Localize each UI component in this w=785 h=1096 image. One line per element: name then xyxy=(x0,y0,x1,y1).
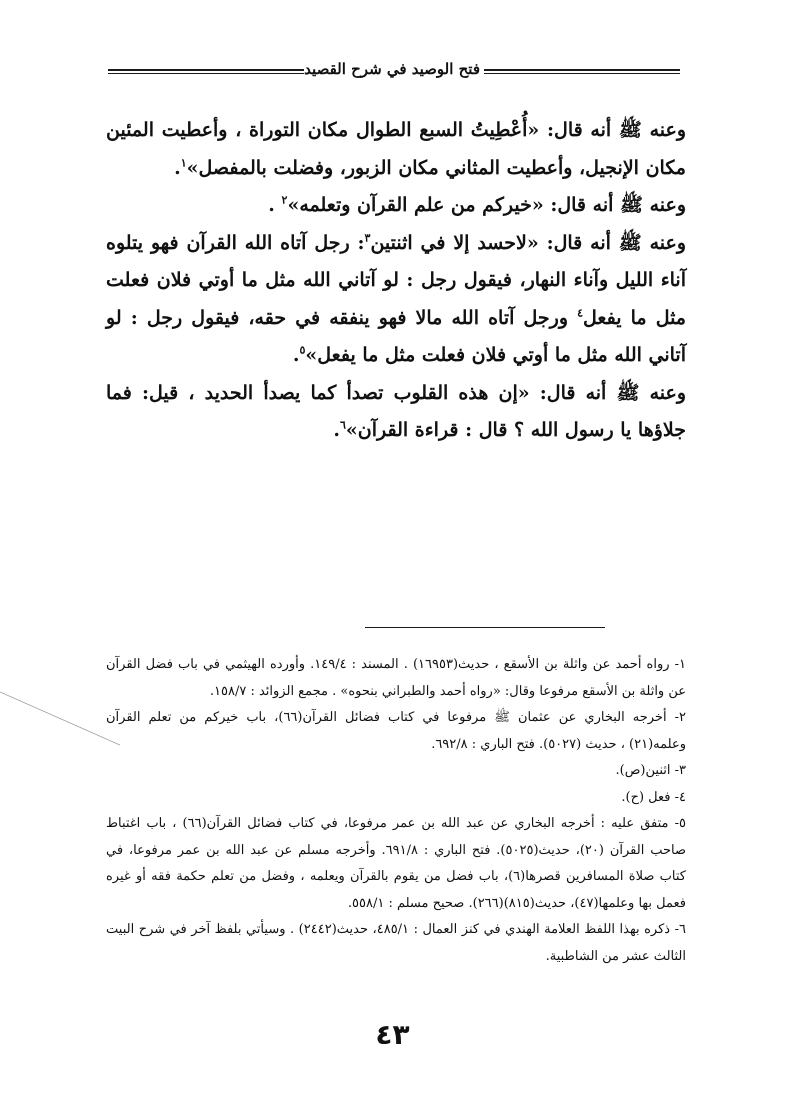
footnote-ref: ٣ xyxy=(364,231,371,245)
footnote: ٤- فعل (ح). xyxy=(621,789,686,805)
main-text xyxy=(106,112,686,450)
footnote-ref: ٢ xyxy=(281,193,288,207)
paragraph: وعنه ﷺ أنه قال: «خيركم من علم القرآن وتعلمه»$^٢$ . xyxy=(268,193,686,216)
footnote-ref: ٦ xyxy=(339,418,346,432)
footnote: ٥- متفق عليه : أخرجه البخاري عن عبد الله بن عمر مرفوعا، في كتاب فضائل القرآن(٦٦) ، باب اغتباط صاحب القرآن (٢٠)، حديث(٥٠٢٥). فتح الباري : ٦٩١/٨. وأخرجه مسلم عن عبد الله بن عمر مرفوعا، في كتاب صلاة المسافرين قصرها(٦)، باب فضل من يقوم بالقرآن ويعلمه ، وفضل من تعلم حكمة فقه أو غيره فعمل بها وعلمها(٤٧)، حديث(٨١٥)(٢٦٦). صحيح مسلم : ٥٥٨/١. xyxy=(106,816,687,911)
paragraph: وعنه ﷺ أنه قال: «أُعْطِيتُ السبع الطوال مكان التوراة ، وأعطيت المئين مكان الإنجيل، وأعطيت المثاني مكان الزبور، وفضلت بالمفصل»$^١$. xyxy=(106,119,686,179)
footnote-ref: ١ xyxy=(180,156,187,170)
footnote: ٢- أخرجه البخاري عن عثمان ﷺ مرفوعا في كتاب فضائل القرآن(٦٦)، باب خيركم من تعلم القرآن وعلمه(٢١) ، حديث (٥٠٢٧). فتح الباري : ٦٩٢/٨. xyxy=(106,710,687,752)
header-rule-left xyxy=(108,69,304,76)
footnotes xyxy=(106,652,686,970)
footnote-ref: ٤ xyxy=(577,306,584,320)
running-header xyxy=(108,60,680,86)
paragraph: وعنه ﷺ أنه قال: «إن هذه القلوب تصدأ كما يصدأ الحديد ، قيل: فما جلاؤها يا رسول الله ؟ قال : قراءة القرآن»$^٦$. xyxy=(106,381,686,441)
paragraph: وعنه ﷺ أنه قال: «لاحسد إلا في اثنتين$^٣$: رجل آتاه الله القرآن فهو يتلوه آناء الليل وآناء النهار، فيقول رجل : لو آتاني الله مثل ما أوتي فلان فعلت مثل ما يفعل$^٤$ ورجل آتاه الله مالا فهو ينفقه في حقه، فيقول رجل : لو آتاني الله مثل ما أوتي فلان فعلت مثل ما يفعل»$^٥$. xyxy=(106,231,687,366)
header-rule-right xyxy=(484,69,680,76)
running-title: فتح الوصيد في شرح القصيد xyxy=(304,60,480,78)
footnote-separator xyxy=(365,627,605,628)
footnote: ٦- ذكره بهذا اللفظ العلامة الهندي في كنز العمال : ٤٨٥/١، حديث(٢٤٤٢) . وسيأتي بلفظ آخر في شرح البيت الثالث عشر من الشاطبية. xyxy=(106,922,686,964)
scan-artifact-line xyxy=(0,690,120,780)
footnote: ١- رواه أحمد عن واثلة بن الأسقع ، حديث(١٦٩٥٣) . المسند : ١٤٩/٤. وأورده الهيثمي في باب فضل القرآن عن واثلة بن الأسقع مرفوعا وقال: «رواه أحمد والطبراني بنحوه» . مجمع الزوائد : ١٥٨/٧. xyxy=(106,657,687,699)
footnote: ٣- اثنين(ص). xyxy=(615,763,686,778)
page-number: ٤٣ xyxy=(375,1018,410,1051)
footnote-ref: ٥ xyxy=(299,343,306,357)
